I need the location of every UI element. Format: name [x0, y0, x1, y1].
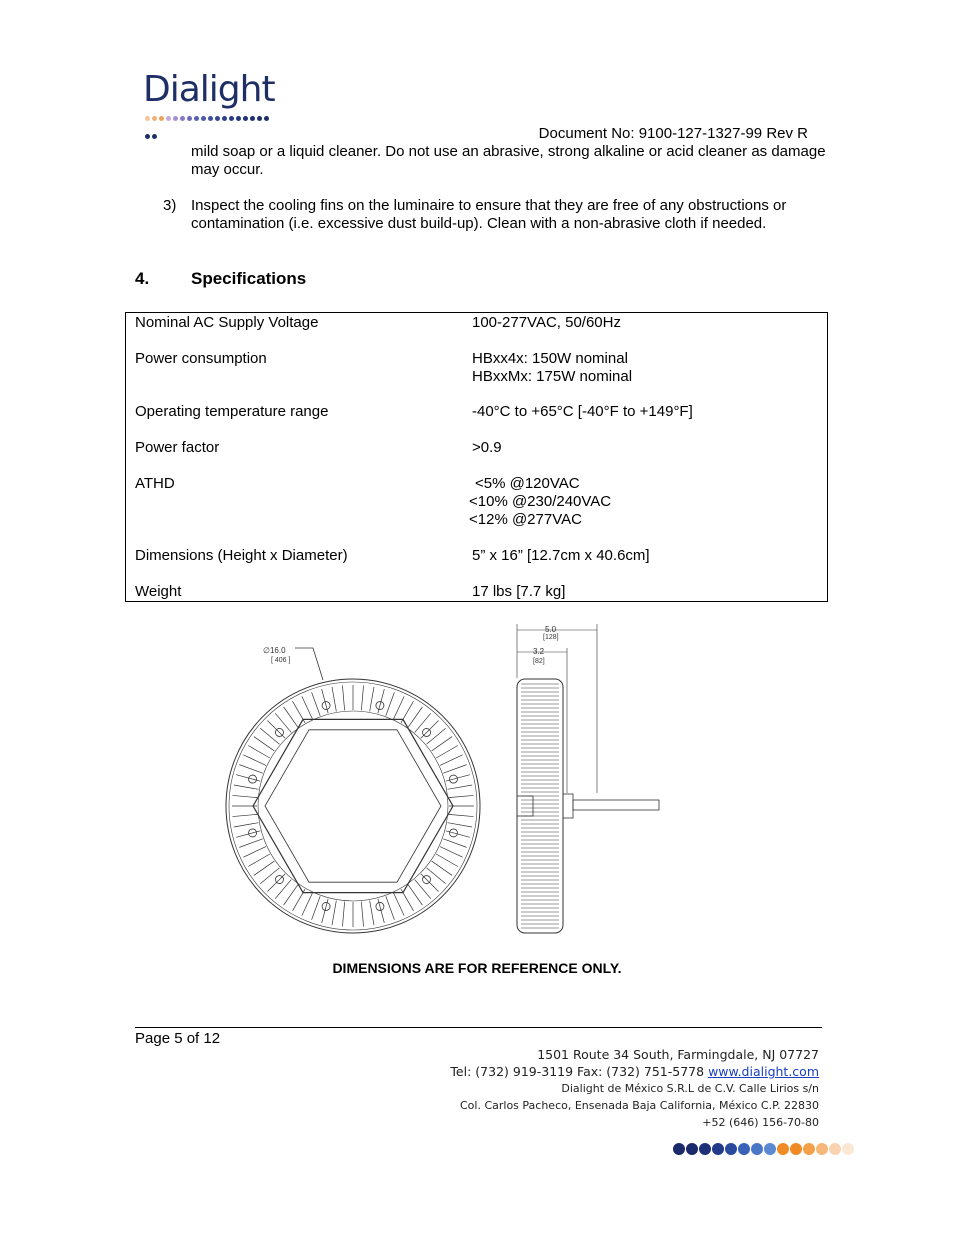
spec-value: <10% @230/240VAC [469, 493, 612, 510]
spec-value: <12% @277VAC [469, 511, 582, 528]
decorative-dot [764, 1143, 776, 1155]
fin [302, 893, 313, 916]
decorative-dot [166, 116, 171, 121]
spec-value: <5% @120VAC [475, 475, 580, 492]
fin [239, 839, 262, 848]
fin [342, 902, 344, 927]
decorative-dot [257, 116, 262, 121]
fin [443, 839, 466, 848]
side-view [517, 624, 659, 933]
diameter-leader [295, 648, 323, 680]
logo-wordmark: Dialight [143, 69, 275, 110]
fin [342, 685, 344, 710]
housing-body [517, 679, 563, 933]
spec-value: 5” x 16” [12.7cm x 40.6cm] [472, 547, 650, 564]
fin [415, 880, 431, 899]
fin [232, 814, 257, 816]
diameter-mm-label: [ 406 ] [271, 657, 291, 664]
decorative-dot [145, 134, 150, 139]
footer-divider [135, 1027, 822, 1028]
footer-phone: Tel: (732) 919-3119 Fax: (732) 751-5778 [450, 1064, 705, 1079]
fin [260, 728, 279, 744]
driver-neck [563, 794, 573, 818]
front-view [226, 648, 480, 933]
fin [432, 861, 452, 875]
fin [260, 868, 279, 884]
hexagon-frame [253, 719, 453, 892]
decorative-dot [686, 1143, 698, 1155]
hanger-rod [573, 800, 659, 810]
decorative-dot [264, 116, 269, 121]
fin [440, 755, 463, 766]
fin [394, 696, 405, 719]
spec-value: 100-277VAC, 50/60Hz [472, 314, 621, 331]
fin [448, 785, 473, 789]
decorative-dot [725, 1143, 737, 1155]
decorative-dot [699, 1143, 711, 1155]
fin [427, 728, 446, 744]
fin [449, 814, 474, 816]
decorative-dot [152, 134, 157, 139]
spec-label: Operating temperature range [135, 403, 329, 420]
outer-rim [226, 679, 480, 933]
depth-inch-label: 3.2 [533, 647, 545, 656]
document-number: Document No: 9100-127-1327-99 Rev R [538, 125, 808, 142]
decorative-dot [159, 116, 164, 121]
decorative-dot [229, 116, 234, 121]
fin [370, 687, 374, 712]
decorative-dot [208, 116, 213, 121]
page-number: Page 5 of 12 [135, 1030, 221, 1047]
decorative-dot [751, 1143, 763, 1155]
decorative-dot [777, 1143, 789, 1155]
fin [440, 847, 463, 858]
fin [284, 885, 298, 905]
fin [394, 893, 405, 916]
decorative-dot [790, 1143, 802, 1155]
fin [239, 765, 262, 774]
fin-inner-ring [258, 711, 448, 901]
footer-address: 1501 Route 34 South, Farmingdale, NJ 07727 [537, 1047, 819, 1062]
depth-mm-label: [82] [533, 658, 545, 665]
decorative-dot [145, 116, 150, 121]
spec-value: 17 lbs [7.7 kg] [472, 583, 566, 600]
fin [254, 737, 274, 751]
decorative-dot [152, 116, 157, 121]
hexagon-lens [265, 730, 441, 882]
footer-mexico-line1: Dialight de México S.R.L de C.V. Calle Lirios s/n [561, 1082, 819, 1095]
spec-value: HBxxMx: 175W nominal [472, 368, 633, 385]
decorative-dot [194, 116, 199, 121]
footer-address-block [450, 1046, 819, 1131]
fin [408, 885, 422, 905]
logo-dot-row [145, 108, 275, 144]
fin [436, 746, 458, 759]
cooling-fins [232, 685, 474, 927]
spec-value: -40°C to +65°C [-40°F to +149°F] [472, 403, 693, 420]
fin [415, 713, 431, 732]
side-fins [521, 684, 559, 928]
spec-label: Power consumption [135, 350, 267, 367]
section-title: Specifications [191, 269, 307, 288]
fin [275, 880, 291, 899]
cleaning-paragraph: mild soap or a liquid cleaner. Do not use an abrasive, strong alkaline or acid cleaner as damage may occur. [191, 143, 826, 178]
decorative-dot [215, 116, 220, 121]
fin [302, 696, 313, 719]
fin [234, 823, 259, 827]
fin [284, 707, 298, 727]
fin [370, 901, 374, 926]
decorative-dot [250, 116, 255, 121]
fin [312, 692, 321, 715]
fin [243, 755, 266, 766]
diameter-inch-label: ∅16.0 [263, 646, 286, 655]
height-mm-label: [128] [543, 634, 559, 641]
mount-block [517, 796, 533, 816]
fin [361, 902, 363, 927]
decorative-dot [222, 116, 227, 121]
specifications-table [125, 312, 828, 602]
fin [427, 868, 446, 884]
fin [312, 896, 321, 919]
spec-label: Nominal AC Supply Voltage [135, 314, 319, 331]
decorative-dot [180, 116, 185, 121]
fin [386, 692, 395, 715]
spec-label: Weight [135, 583, 182, 600]
footer-contact-line [450, 1063, 819, 1080]
decorative-dot [201, 116, 206, 121]
fin [332, 901, 336, 926]
fin [443, 765, 466, 774]
decorative-dot [738, 1143, 750, 1155]
fin [449, 795, 474, 797]
spec-label: Dimensions (Height x Diameter) [135, 547, 348, 564]
fin [248, 854, 270, 867]
fin [436, 854, 458, 867]
decorative-dot [829, 1143, 841, 1155]
section-number: 4. [135, 269, 150, 288]
decorative-dot [673, 1143, 685, 1155]
footer-dot-row [673, 1142, 855, 1160]
fin [254, 861, 274, 875]
website-link[interactable]: www.dialight.com [708, 1064, 819, 1079]
luminaire-dimension-drawing [225, 618, 665, 938]
decorative-dot [236, 116, 241, 121]
fin [408, 707, 422, 727]
fin [332, 687, 336, 712]
decorative-dot [816, 1143, 828, 1155]
dialight-logo [143, 69, 275, 110]
drawing-caption: DIMENSIONS ARE FOR REFERENCE ONLY. [332, 960, 622, 976]
spec-value: >0.9 [472, 439, 502, 456]
fin [248, 746, 270, 759]
fin [361, 685, 363, 710]
footer-mexico-line3: +52 (646) 156-70-80 [702, 1116, 819, 1129]
list-item-number: 3) [163, 197, 177, 214]
footer-mexico-line2: Col. Carlos Pacheco, Ensenada Baja California, México C.P. 22830 [459, 1099, 819, 1112]
fin [234, 785, 259, 789]
fin [275, 713, 291, 732]
fin [232, 795, 257, 797]
decorative-dot [173, 116, 178, 121]
spec-value: HBxx4x: 150W nominal [472, 350, 628, 367]
fin [386, 896, 395, 919]
decorative-dot [712, 1143, 724, 1155]
decorative-dot [842, 1143, 854, 1155]
spec-label: Power factor [135, 439, 220, 456]
fin [448, 823, 473, 827]
decorative-dot [187, 116, 192, 121]
spec-label: ATHD [135, 475, 175, 492]
decorative-dot [803, 1143, 815, 1155]
decorative-dot [243, 116, 248, 121]
fin [432, 737, 452, 751]
list-item-text: Inspect the cooling fins on the luminaire to ensure that they are free of any obstructions or contamination (i.e. excessive dust build-up). Clean with a non-abrasive cloth if needed. [191, 197, 787, 232]
fin [243, 847, 266, 858]
height-inch-label: 5.0 [545, 625, 557, 634]
